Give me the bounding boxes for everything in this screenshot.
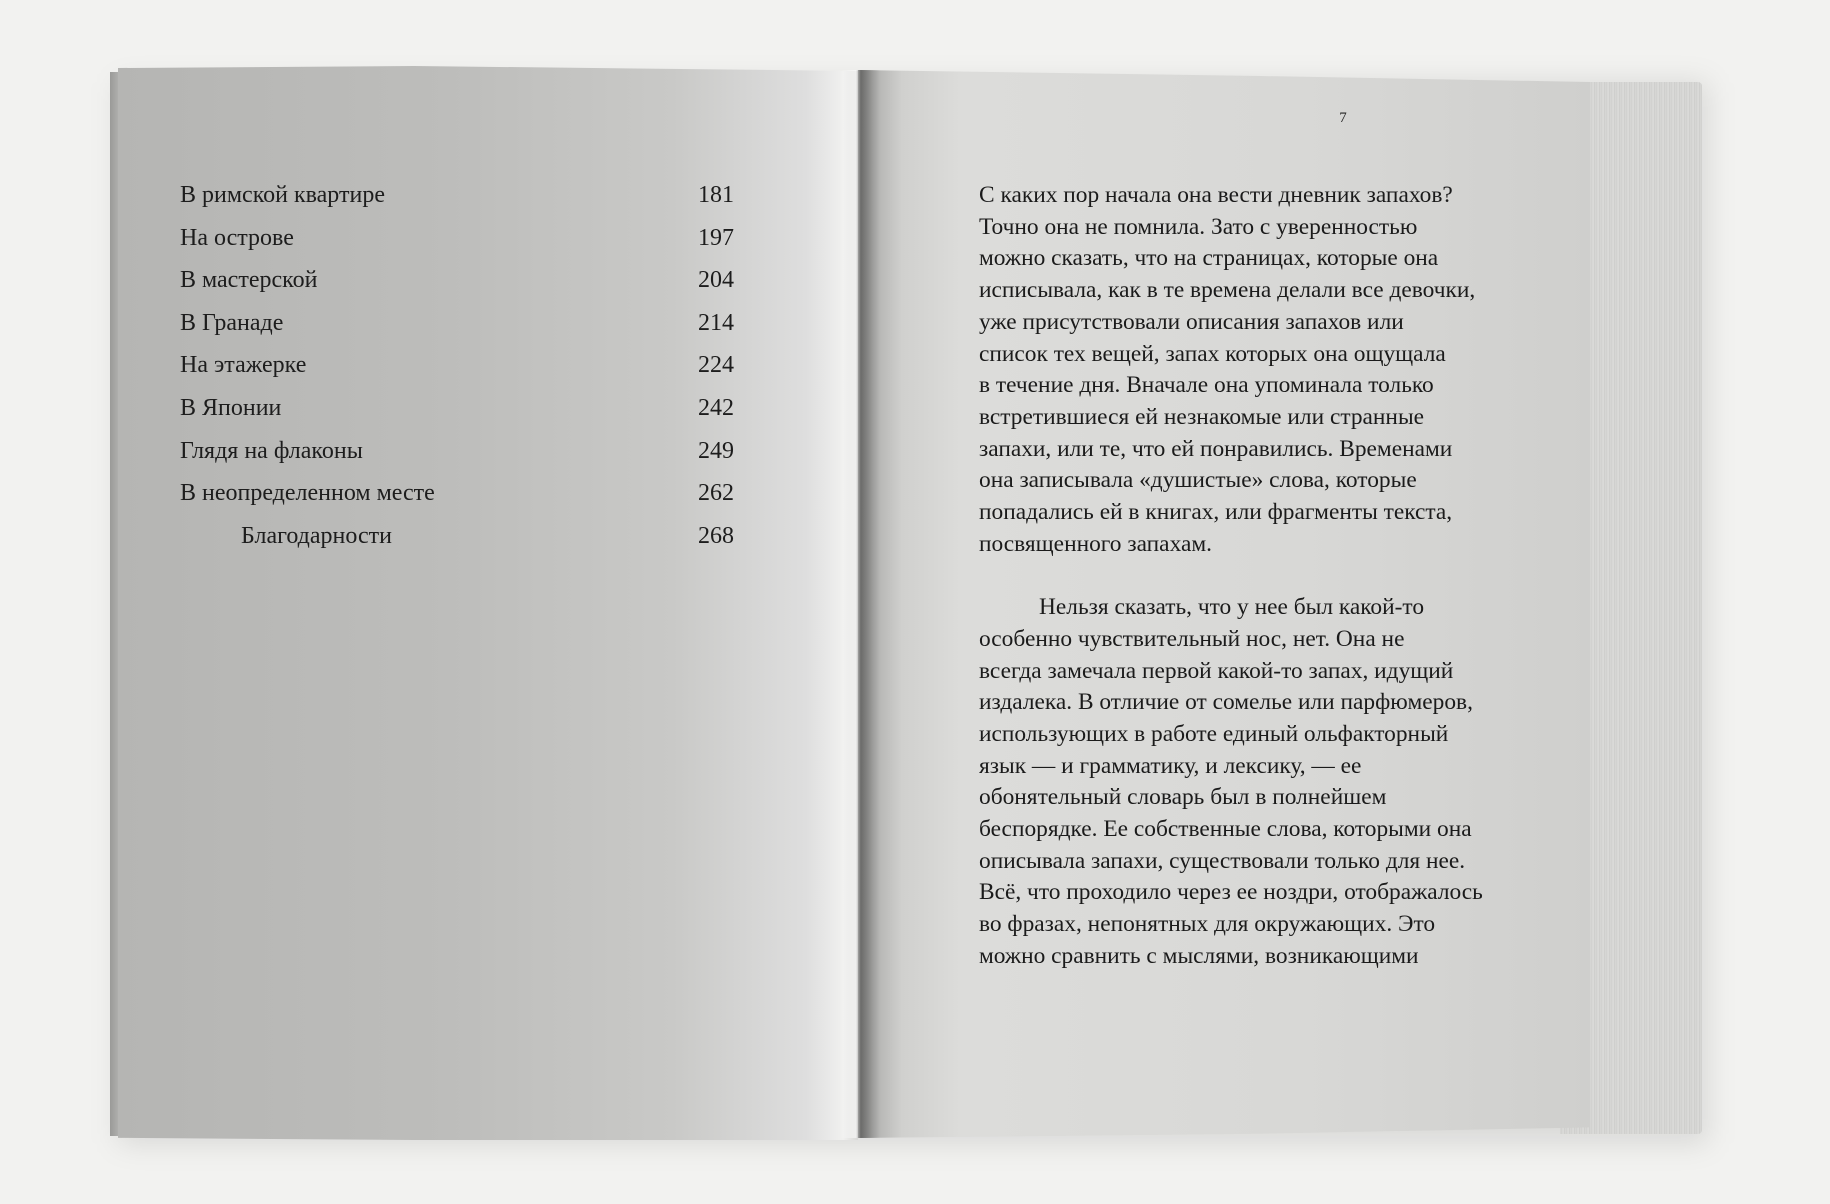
- text-line: уже присутствовали описания запахов или: [979, 308, 1404, 335]
- text-line: Нельзя сказать, что у нее был какой-то: [1039, 594, 1425, 621]
- text-line: обонятельный словарь был в полнейшем: [979, 784, 1387, 811]
- text-line: Всё, что проходило через ее ноздри, отображалось: [979, 879, 1483, 906]
- toc-entry: [180, 348, 734, 391]
- toc-entry-title: В Гранаде: [180, 309, 284, 336]
- toc-entry-page: 249: [698, 437, 734, 464]
- text-line: посвященного запахам.: [979, 530, 1212, 557]
- text-line: можно сравнить с мыслями, возникающими: [979, 942, 1419, 969]
- toc-entry-title: В неопределенном месте: [180, 480, 435, 507]
- text-line: исписывала, как в те времена делали все девочки,: [979, 277, 1476, 304]
- toc-entry-title: В римской квартире: [180, 182, 385, 208]
- toc-entry: [180, 263, 734, 306]
- text-line: издалека. В отличие от сомелье или парфюмеров,: [979, 689, 1473, 716]
- paragraph: [979, 592, 1539, 972]
- toc-entry-acknowledgements: [180, 519, 734, 562]
- page-number: 7: [1339, 110, 1347, 126]
- toc-entry: [180, 306, 734, 349]
- text-line: запахи, или те, что ей понравились. Временами: [979, 435, 1453, 462]
- toc-entry-page: 204: [698, 267, 734, 294]
- toc-entry-title: На этажерке: [180, 352, 307, 379]
- text-line: список тех вещей, запах которых она ощущала: [979, 340, 1446, 367]
- text-line: всегда замечала первой какой-то запах, идущий: [979, 657, 1454, 684]
- toc-entry-title: В Японии: [180, 394, 282, 421]
- toc-entry-page: 268: [698, 522, 734, 549]
- text-line: встретившиеся ей незнакомые или странные: [979, 403, 1425, 430]
- toc-entry: [180, 476, 734, 519]
- text-line: особенно чувствительный нос, нет. Она не: [979, 625, 1405, 652]
- paragraph: [979, 180, 1539, 560]
- toc-entry: [180, 434, 734, 477]
- toc-entry-title: Благодарности: [241, 522, 392, 549]
- text-line: в течение дня. Вначале она упоминала только: [979, 372, 1434, 399]
- toc-entry: [180, 221, 734, 264]
- text-line: использующих в работе единый ольфакторный: [979, 720, 1449, 747]
- toc-entry-page: 214: [698, 309, 734, 336]
- toc-entry-title: Глядя на флаконы: [180, 437, 363, 464]
- toc-entry-page: 181: [698, 182, 734, 208]
- text-line: во фразах, непонятных для окружающих. Это: [979, 911, 1436, 938]
- toc-entry-page: 197: [698, 224, 734, 251]
- text-line: язык — и грамматику, и лексику, — ее: [979, 752, 1362, 779]
- text-line: Точно она не помнила. Зато с уверенностью: [979, 213, 1418, 240]
- text-line: беспорядке. Ее собственные слова, которыми она: [979, 816, 1472, 843]
- book-gutter: [840, 70, 880, 1138]
- toc-entry: [180, 391, 734, 434]
- toc-entry-title: На острове: [180, 224, 294, 251]
- toc-entry-page: 224: [698, 352, 734, 379]
- toc-entry-page: 262: [698, 480, 734, 507]
- toc-entry-title: В мастерской: [180, 267, 318, 294]
- text-line: С каких пор начала она вести дневник запахов?: [979, 182, 1453, 208]
- toc-entry-page: 242: [698, 394, 734, 421]
- text-line: описывала запахи, существовали только для нее.: [979, 847, 1466, 874]
- table-of-contents: [180, 178, 734, 561]
- toc-entry: [180, 178, 734, 221]
- text-line: попадались ей в книгах, или фрагменты текста,: [979, 499, 1453, 526]
- text-line: она записывала «душистые» слова, которые: [979, 467, 1417, 494]
- text-line: можно сказать, что на страницах, которые она: [979, 245, 1439, 272]
- body-text: [979, 180, 1539, 973]
